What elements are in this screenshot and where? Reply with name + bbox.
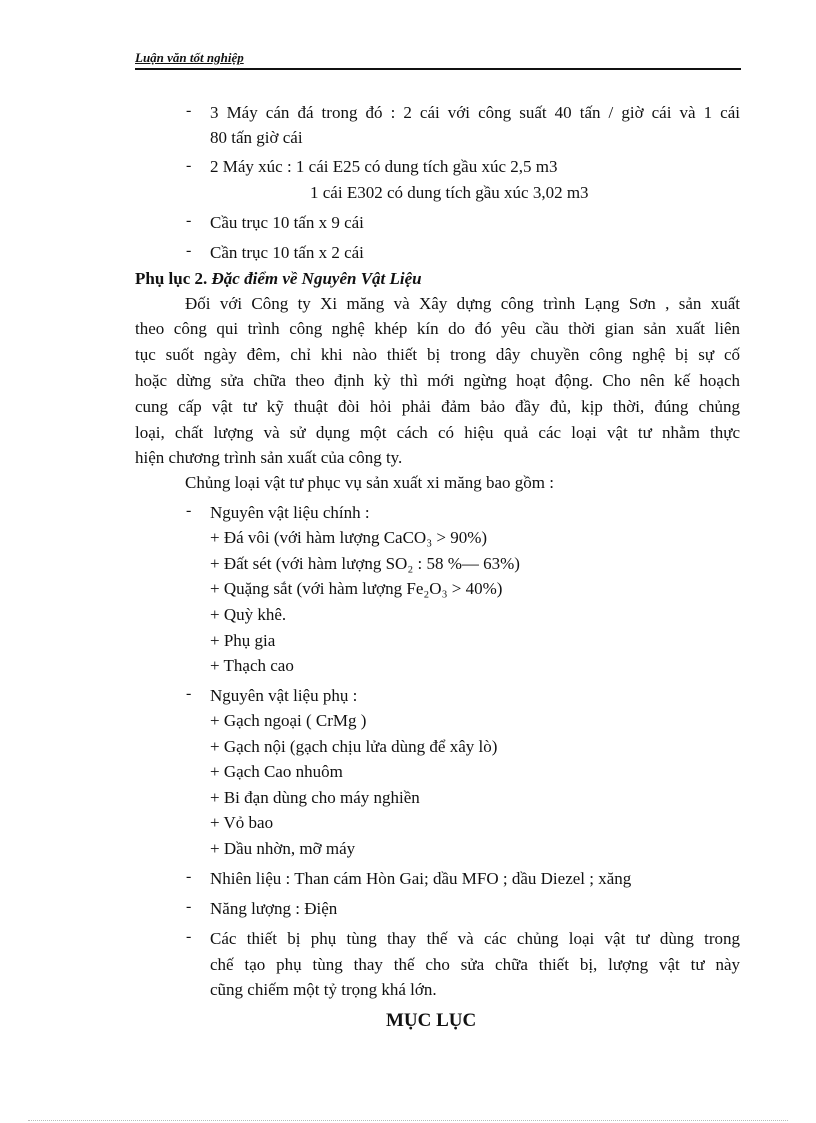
paragraph-line: hiện chương trình sản xuất của công ty. xyxy=(135,448,403,467)
main-material-item: + Đá vôi (với hàm lượng CaCO₃ > 90%) xyxy=(210,528,488,547)
fuel-line: Nhiên liệu : Than cám Hòn Gai; dầu MFO ; dầu Diezel ; xăng xyxy=(210,869,632,888)
paragraph-line: theo công qui trình công nghệ khép kín do đó yêu cầu thời gian sản xuất liên xyxy=(135,319,740,338)
page-bottom-rule xyxy=(28,1120,788,1121)
aux-materials-label: Nguyên vật liệu phụ : xyxy=(210,686,358,705)
bullet-marker: - xyxy=(186,157,192,174)
header-title: Luận văn tốt nghiệp xyxy=(135,50,244,65)
equipment-line: 80 tấn giờ cái xyxy=(210,128,303,147)
main-material-item: + Thạch cao xyxy=(210,656,294,675)
paragraph-line: loại, chất lượng và sử dụng một cách có hiệu quả các loại vật tư nhằm thực xyxy=(135,423,740,442)
equipment-line: Cần trục 10 tấn x 2 cái xyxy=(210,243,364,262)
bullet-marker: - xyxy=(186,502,192,519)
main-material-item: + Đất sét (với hàm lượng SO₂ : 58 %— 63%) xyxy=(210,554,520,573)
bullet-marker: - xyxy=(186,102,192,119)
bullet-marker: - xyxy=(186,212,192,229)
aux-material-item: + Dầu nhờn, mỡ máy xyxy=(210,839,356,858)
aux-material-item: + Gạch Cao nhuôm xyxy=(210,762,343,781)
paragraph-line: tục suốt ngày đêm, chỉ khi nào thiết bị trong dây chuyền công nghệ bị sự cố xyxy=(135,345,740,364)
spare-parts-line: cũng chiếm một tỷ trọng khá lớn. xyxy=(210,980,437,999)
aux-material-item: + Gạch ngoại ( CrMg ) xyxy=(210,711,367,730)
equipment-line: 1 cái E302 có dung tích gầu xúc 3,02 m3 xyxy=(310,183,589,202)
bullet-marker: - xyxy=(186,685,192,702)
paragraph-line: hoặc dừng sửa chữa theo định kỳ thì mới ngừng hoạt động. Cho nên kế hoạch xyxy=(135,371,740,390)
main-material-item: + Quỳ khê. xyxy=(210,605,287,624)
toc-title: MỤC LỤC xyxy=(386,1010,477,1031)
equipment-line: 2 Máy xúc : 1 cái E25 có dung tích gầu xúc 2,5 m3 xyxy=(210,157,558,176)
bullet-marker: - xyxy=(186,928,192,945)
materials-intro: Chủng loại vật tư phục vụ sản xuất xi măng bao gồm : xyxy=(185,473,554,492)
section-heading xyxy=(135,269,422,289)
aux-material-item: + Bi đạn dùng cho máy nghiền xyxy=(210,788,420,807)
aux-material-item: + Vỏ bao xyxy=(210,813,274,832)
page-header xyxy=(135,48,741,70)
section-title: Đặc điểm về Nguyên Vật Liệu xyxy=(211,269,422,288)
main-materials-label: Nguyên vật liệu chính : xyxy=(210,503,370,522)
spare-parts-line: Các thiết bị phụ tùng thay thế và các chủng loại vật tư dùng trong xyxy=(210,929,740,948)
section-label: Phụ lục 2. xyxy=(135,269,208,288)
equipment-line: 3 Máy cán đá trong đó : 2 cái với công suất 40 tấn / giờ cái và 1 cái xyxy=(210,103,740,122)
paragraph-line: cung cấp vật tư kỹ thuật đòi hỏi phải đảm bảo đầy đủ, kịp thời, đúng chủng xyxy=(135,397,740,416)
bullet-marker: - xyxy=(186,242,192,259)
bullet-marker: - xyxy=(186,898,192,915)
energy-line: Năng lượng : Điện xyxy=(210,899,338,918)
spare-parts-line: chế tạo phụ tùng thay thế cho sửa chữa thiết bị, lượng vật tư này xyxy=(210,955,740,974)
paragraph-line: Đối với Công ty Xi măng và Xây dựng công trình Lạng Sơn , sản xuất xyxy=(185,294,740,313)
bullet-marker: - xyxy=(186,868,192,885)
equipment-line: Cầu trục 10 tấn x 9 cái xyxy=(210,213,364,232)
aux-material-item: + Gạch nội (gạch chịu lửa dùng để xây lò) xyxy=(210,737,498,756)
main-material-item: + Quặng sắt (với hàm lượng Fe₂O₃ > 40%) xyxy=(210,579,503,598)
main-material-item: + Phụ gia xyxy=(210,631,276,650)
